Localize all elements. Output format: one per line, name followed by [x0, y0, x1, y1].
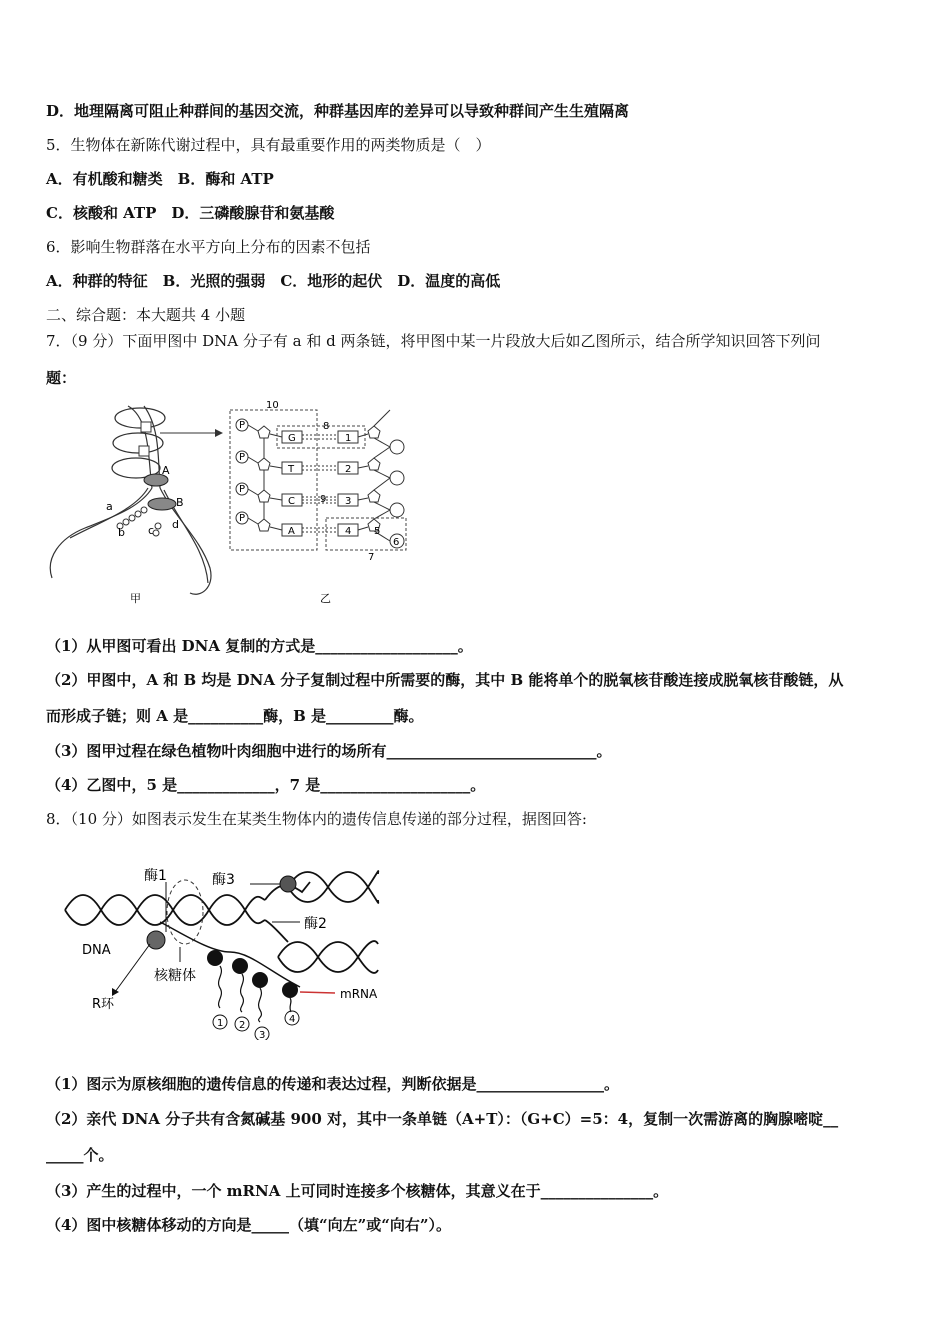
mrna-label: mRNA [340, 987, 378, 1001]
phosphate-label: P [239, 420, 246, 431]
section-heading: 二、综合题：本大题共 4 小题 [46, 306, 246, 324]
ribosome-icon [232, 958, 248, 974]
q5-options-ab: A．有机酸和糖类 B．酶和 ATP [46, 170, 274, 188]
phosphate-label: P [239, 452, 246, 463]
q7-part2: （2）甲图中，A 和 B 均是 DNA 分子复制过程中所需要的酶，其中 B 能将单个的脱氧核苷酸连接成脱氧核苷酸链，从 [46, 671, 844, 689]
mrna-tail [300, 992, 335, 993]
question-5: 5．生物体在新陈代谢过程中，具有最重要作用的两类物质是（ ） [46, 136, 491, 154]
label-8: 8 [323, 421, 330, 432]
label-c: c [148, 524, 155, 537]
base-A: A [288, 526, 295, 537]
enzyme-b-icon [148, 498, 176, 510]
base-G: G [288, 433, 296, 444]
label-3: 3 [345, 496, 352, 507]
question-7: 7．（9 分）下面甲图中 DNA 分子有 a 和 d 两条链，将甲图中某一片段放大后如乙图所示，结合所学知识回答下列问 [46, 332, 821, 350]
label-6: 6 [393, 537, 400, 548]
q8-part2-cont: _____个。 [46, 1146, 114, 1164]
q8-part3: （3）产生的过程中，一个 mRNA 上可同时连接多个核糖体，其意义在于_______________。 [46, 1182, 669, 1200]
circle-label-1: 1 [217, 1018, 224, 1029]
arrow-head-icon [215, 429, 223, 437]
enzyme3-icon [280, 876, 296, 892]
enzyme1-icon [147, 931, 165, 949]
label-b: b [118, 526, 125, 539]
label-4: 4 [345, 526, 352, 537]
question-7-cont: 题： [46, 369, 77, 387]
label-2: 2 [345, 464, 352, 475]
template-strand-box [139, 446, 149, 456]
label-A: A [162, 464, 170, 477]
ribosome-icon [207, 950, 223, 966]
label-7: 7 [368, 552, 375, 563]
q7-part4: （4）乙图中，5 是_____________，7 是____________________。 [46, 776, 486, 794]
phosphate-label: P [239, 484, 246, 495]
q8-part4: （4）图中核糖体移动的方向是_____（填“向左”或“向右”）。 [46, 1216, 451, 1234]
enzyme1-label: 酶1 [144, 868, 167, 884]
question-8: 8．（10 分）如图表示发生在某类生物体内的遗传信息传递的部分过程，据图回答: [46, 810, 587, 828]
base-C: C [288, 496, 295, 507]
circle-label-2: 2 [239, 1020, 246, 1031]
pointer-rloop [115, 944, 150, 992]
dna-replication-figure [40, 398, 420, 610]
option-d-line: D．地理隔离可阻止种群间的基因交流，种群基因库的差异可以导致种群间产生生殖隔离 [46, 102, 630, 120]
circle-label-3: 3 [259, 1030, 266, 1040]
enzyme2-label: 酶2 [304, 916, 327, 932]
label-1: 1 [345, 433, 352, 444]
caption-jia: 甲 [130, 592, 141, 605]
arrow-head-icon [112, 988, 119, 996]
ribosome-label: 核糖体 [154, 968, 196, 984]
label-10: 10 [266, 400, 279, 411]
circle-label-4: 4 [289, 1014, 296, 1025]
label-B: B [176, 496, 184, 509]
label-5: 5 [374, 526, 381, 537]
ribosome-icon [252, 972, 268, 988]
q7-part3: （3）图甲过程在绿色植物叶肉细胞中进行的场所有____________________________。 [46, 742, 612, 760]
ribosome-icon [282, 982, 298, 998]
question-6: 6．影响生物群落在水平方向上分布的因素不包括 [46, 238, 371, 256]
label-a: a [106, 500, 113, 513]
q7-part2-cont: 而形成子链；则 A 是__________酶，B 是_________酶。 [46, 707, 424, 725]
dna-label: DNA [82, 943, 111, 958]
enzyme3-label: 酶3 [212, 872, 235, 888]
q6-options: A．种群的特征 B．光照的强弱 C．地形的起伏 D．温度的高低 [46, 272, 501, 290]
template-strand-box [141, 422, 151, 432]
q7-part1: （1）从甲图可看出 DNA 复制的方式是___________________。 [46, 637, 473, 655]
phosphate-label: P [239, 513, 246, 524]
q8-part2: （2）亲代 DNA 分子共有含氮碱基 900 对，其中一条单链（A+T）：（G+C）=5：4，复制一次需游离的胸腺嘧啶__ [46, 1110, 839, 1128]
q5-options-cd: C．核酸和 ATP D．三磷酸腺苷和氨基酸 [46, 204, 335, 222]
q8-part1: （1）图示为原核细胞的遗传信息的传递和表达过程，判断依据是_________________。 [46, 1075, 619, 1093]
base-T: T [288, 464, 295, 475]
r-loop-label: R环 [92, 997, 115, 1012]
caption-yi: 乙 [320, 592, 331, 605]
gene-expression-figure [60, 862, 385, 1040]
label-9: 9 [320, 494, 327, 505]
label-d: d [172, 518, 179, 531]
